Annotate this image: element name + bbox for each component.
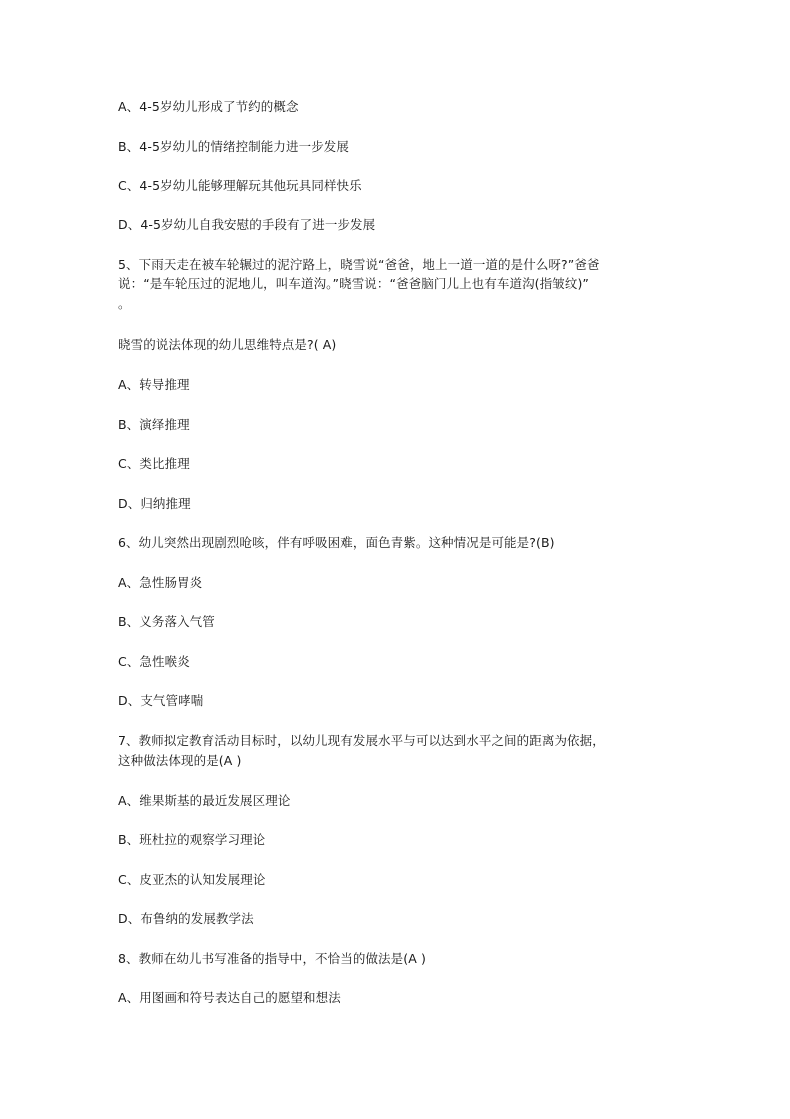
q5-question: 晓雪的说法体现的幼儿思维特点是?( A) [118, 337, 337, 352]
q8-option-a: A、用图画和符号表达自己的愿望和想法 [118, 990, 341, 1005]
q6-option-a: A、急性肠胃炎 [118, 575, 203, 590]
q7-stem-line-2: 这种做法体现的是(A ) [118, 753, 242, 768]
q6-option-c: C、急性喉炎 [118, 654, 190, 669]
q6-option-d: D、支气管哮喘 [118, 693, 204, 708]
q5-option-b: B、演绎推理 [118, 417, 190, 432]
q8-stem: 8、教师在幼儿书写准备的指导中，不恰当的做法是(A ) [118, 951, 426, 966]
q5-option-c: C、类比推理 [118, 456, 190, 471]
q5-option-a: A、转导推理 [118, 377, 190, 392]
q5-stem-line-3: 。 [118, 296, 131, 311]
q7-option-a: A、维果斯基的最近发展区理论 [118, 793, 291, 808]
q4-option-d: D、4-5岁幼儿自我安慰的手段有了进一步发展 [118, 217, 376, 232]
q5-stem-line-1: 5、下雨天走在被车轮辗过的泥泞路上，晓雪说“爸爸，地上一道一道的是什么呀?”爸爸 [118, 257, 600, 272]
q4-option-c: C、4-5岁幼儿能够理解玩其他玩具同样快乐 [118, 178, 362, 193]
q4-option-a: A、4-5岁幼儿形成了节约的概念 [118, 99, 299, 114]
q7-stem-line-1: 7、教师拟定教育活动目标时，以幼儿现有发展水平与可以达到水平之间的距离为依据， [118, 733, 605, 748]
q5-stem-line-2: 说：“是车轮压过的泥地儿，叫车道沟。”晓雪说：“爸爸脑门儿上也有车道沟(指皱纹)” [118, 276, 590, 291]
q6-option-b: B、义务落入气管 [118, 614, 215, 629]
q5-option-d: D、归纳推理 [118, 496, 191, 511]
q6-stem: 6、幼儿突然出现剧烈呛咳，伴有呼吸困难，面色青紫。这种情况是可能是?(B) [118, 535, 555, 550]
q7-option-b: B、班杜拉的观察学习理论 [118, 832, 266, 847]
q4-option-b: B、4-5岁幼儿的情绪控制能力进一步发展 [118, 139, 349, 154]
q7-option-d: D、布鲁纳的发展教学法 [118, 911, 254, 926]
q7-option-c: C、皮亚杰的认知发展理论 [118, 872, 266, 887]
